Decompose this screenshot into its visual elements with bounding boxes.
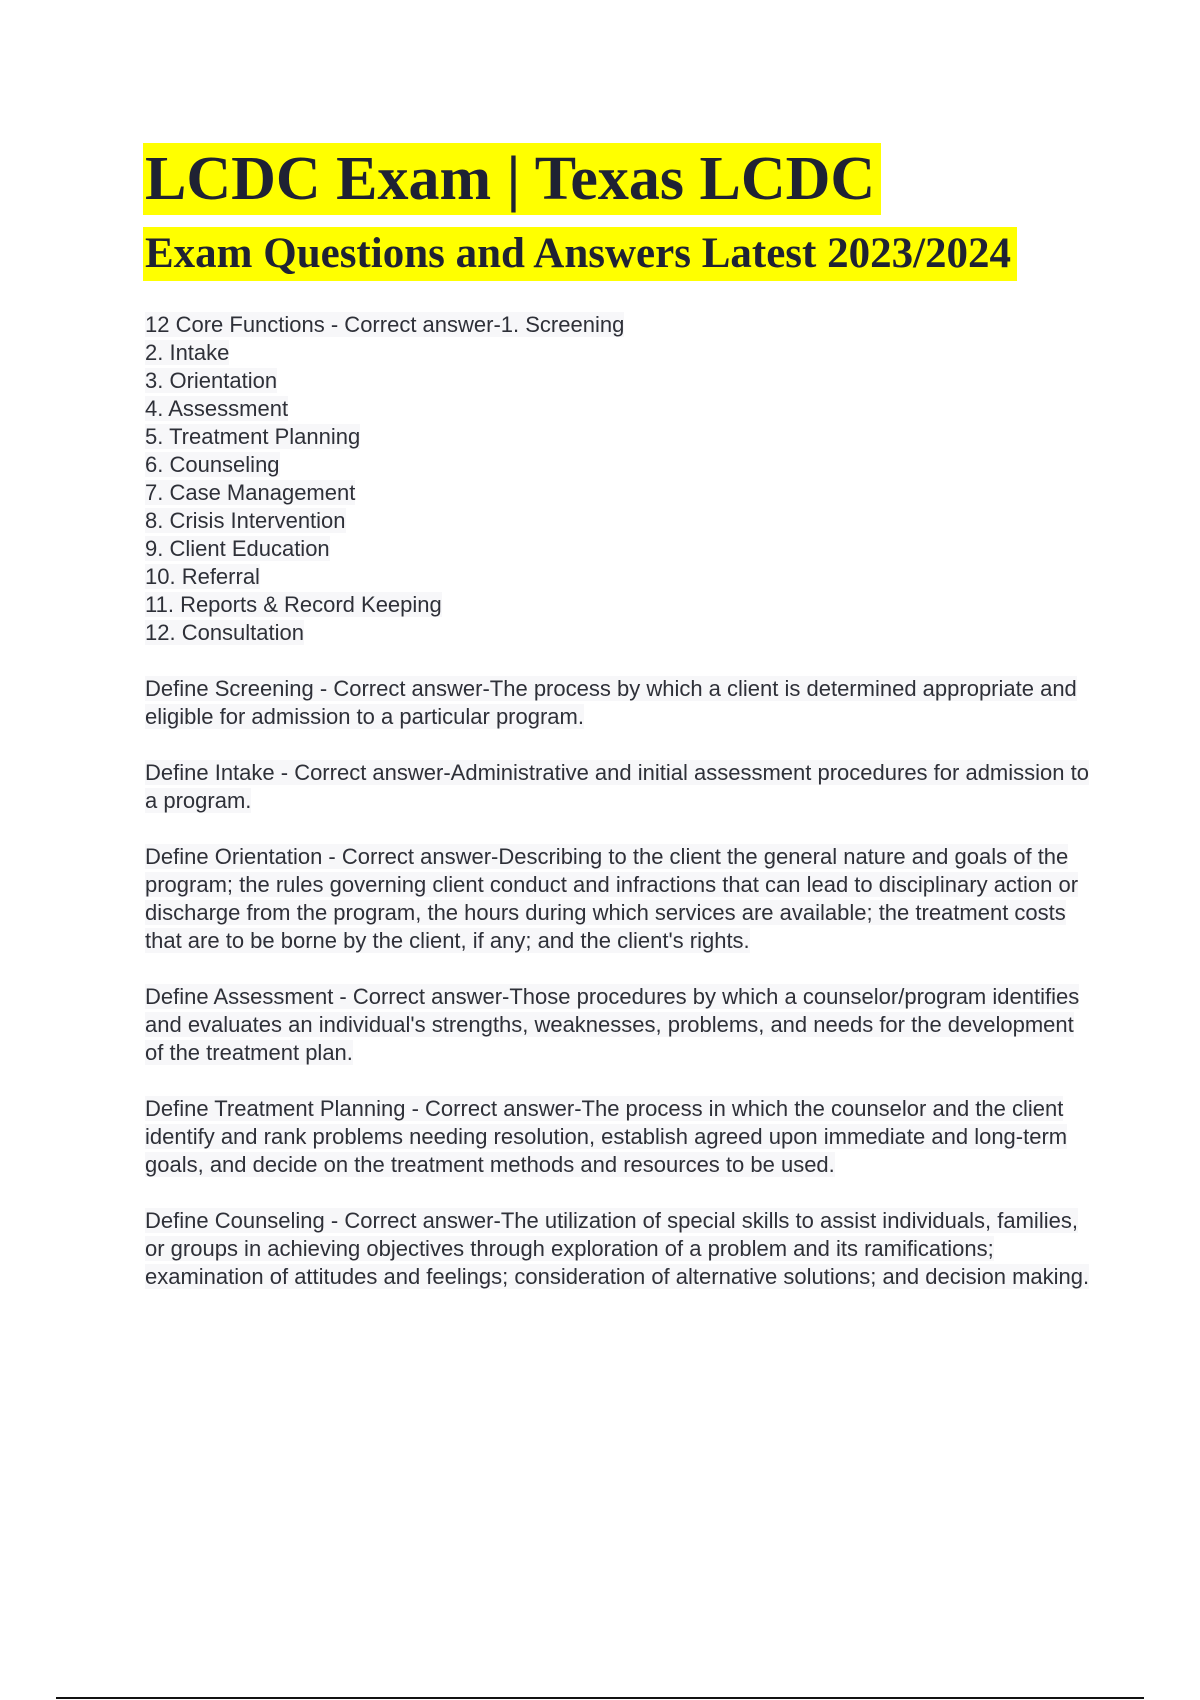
list-item: 12 Core Functions - Correct answer-1. Screening [145,312,625,337]
list-item: 11. Reports & Record Keeping [145,592,442,617]
document-body [145,311,1095,1319]
title-block [143,143,1017,281]
list-item: 2. Intake [145,340,230,365]
qa-screening [145,675,1095,731]
qa-orientation [145,843,1095,955]
qa-counseling [145,1207,1095,1291]
qa-intake [145,759,1095,815]
list-item: 6. Counseling [145,452,280,477]
qa-text: Define Screening - Correct answer-The process by which a client is determined appropriate and eligible for admission to a particular program. [145,676,1077,729]
list-item: 4. Assessment [145,396,289,421]
qa-treatment-planning [145,1095,1095,1179]
qa-assessment [145,983,1095,1067]
qa-text: Define Assessment - Correct answer-Those procedures by which a counselor/program identifies and evaluates an individual's strengths, weaknesses, problems, and needs for the development of the treatment plan. [145,984,1080,1065]
qa-text: Define Intake - Correct answer-Administrative and initial assessment procedures for admission to a program. [145,760,1089,813]
document-subtitle: Exam Questions and Answers Latest 2023/2024 [143,227,1017,281]
core-functions-list [145,311,1095,647]
list-item: 9. Client Education [145,536,330,561]
qa-text: Define Treatment Planning - Correct answer-The process in which the counselor and the client identify and rank problems needing resolution, establish agreed upon immediate and long-term goals, and decide on the treatment methods and resources to be used. [145,1096,1068,1177]
list-item: 3. Orientation [145,368,278,393]
list-item: 5. Treatment Planning [145,424,361,449]
document-title: LCDC Exam | Texas LCDC [143,143,881,215]
list-item: 12. Consultation [145,620,304,645]
list-item: 7. Case Management [145,480,356,505]
qa-text: Define Counseling - Correct answer-The utilization of special skills to assist individuals, families, or groups in achieving objectives through exploration of a problem and its ramifications; examination of attitudes and feelings; consideration of alternative solutions; and decision making. [145,1208,1090,1289]
footer-rule [56,1697,1144,1699]
list-item: 8. Crisis Intervention [145,508,346,533]
qa-text: Define Orientation - Correct answer-Describing to the client the general nature and goals of the program; the rules governing client conduct and infractions that can lead to disciplinary action or discharge from the program, the hours during which services are available; the treatment costs that are to be borne by the client, if any; and the client's rights. [145,844,1079,953]
list-item: 10. Referral [145,564,260,589]
